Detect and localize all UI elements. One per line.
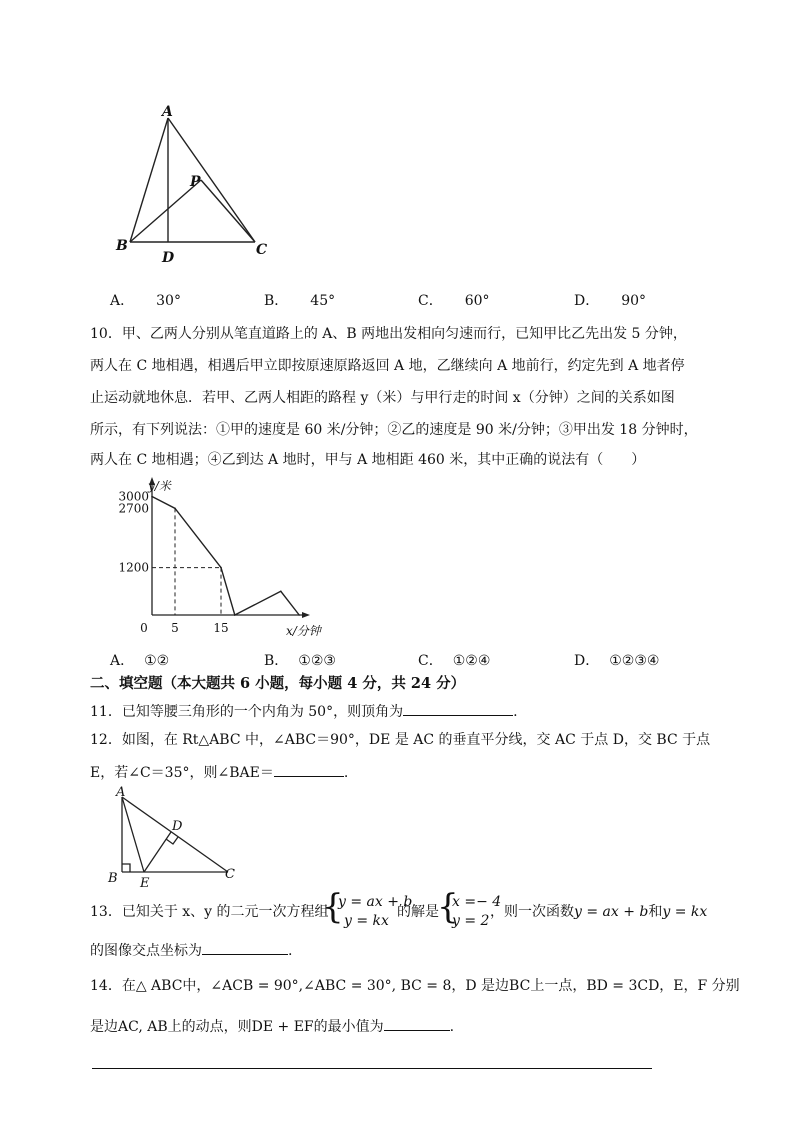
q10-option-a[interactable] — [110, 650, 169, 670]
q13-sys2-b: y = 2 — [452, 913, 490, 929]
y-tick-label: 1200 — [118, 560, 149, 575]
option-letter: D． — [574, 653, 600, 669]
q9-option-a[interactable] — [110, 290, 181, 310]
q9-option-c[interactable] — [418, 290, 490, 310]
q13-brace-2: { — [437, 887, 459, 927]
q13-mid: 的解是 — [397, 904, 439, 920]
q10-line-3: 止运动就地休息．若甲、乙两人相距的路程 y（米）与甲行走的时间 x（分钟）之间的关系如图 — [90, 390, 675, 406]
q10-option-d[interactable] — [574, 650, 659, 670]
q14-line-1: 14．在△ ABC中，∠ACB = 90°,∠ABC = 30°, BC = 8，D 是边BC上一点，BD = 3CD，E，F 分别 — [90, 978, 740, 994]
q9-option-d[interactable] — [574, 290, 646, 310]
data-point — [151, 496, 153, 498]
q9-triangle-figure — [110, 100, 280, 270]
q13-sys2-a: x =− 4 — [452, 894, 502, 910]
y-axis-label: y/米 — [148, 479, 171, 493]
right-angle-mark-d — [166, 837, 178, 844]
segment-ae — [122, 797, 144, 872]
y-tick-label: 2700 — [118, 501, 149, 516]
option-value: 45° — [310, 293, 336, 309]
q12-end: . — [343, 765, 349, 781]
segment-ac — [122, 797, 228, 872]
option-letter: D． — [574, 293, 600, 309]
segment-ab — [130, 118, 168, 242]
option-value: 30° — [156, 293, 181, 309]
section-heading: 二、填空题（本大题共 6 小题，每小题 4 分，共 24 分） — [90, 675, 466, 692]
y-tick-label: 3000 — [118, 489, 149, 504]
bottom-divider — [92, 1068, 652, 1069]
x-tick-label: 5 — [171, 621, 179, 635]
q13-sys1-a: y = ax + b — [338, 894, 413, 910]
option-value: ①② — [144, 653, 170, 669]
q10-chart — [100, 474, 340, 644]
segment-pc — [201, 180, 255, 242]
label-c: C — [256, 242, 268, 258]
x-axis-label: x/分钟 — [286, 624, 321, 638]
label-a: A — [116, 785, 126, 800]
label-p: P — [190, 174, 201, 190]
option-letter: A． — [110, 293, 135, 309]
x-tick-label: 0 — [140, 621, 148, 635]
q13-and: 和 — [648, 904, 663, 920]
option-value: 60° — [464, 293, 490, 309]
option-letter: C． — [418, 653, 443, 669]
data-point — [220, 567, 222, 569]
option-value: 90° — [621, 293, 647, 309]
x-axis-arrow — [302, 612, 310, 618]
option-value: ①②③ — [298, 653, 336, 669]
q12-line-1: 12．如图，在 Rt△ABC 中，∠ABC＝90°，DE 是 AC 的垂直平分线，交 AC 于点 D，交 BC 于点 — [90, 732, 711, 748]
label-b: B — [116, 238, 128, 254]
q13-line-2 — [90, 942, 292, 959]
q12-text: E，若∠C＝35°，则∠BAE＝ — [90, 765, 274, 781]
q13-prefix: 13．已知关于 x、y 的二元一次方程组 — [90, 904, 329, 920]
q14-end: . — [449, 1019, 455, 1035]
q10-line-2: 两人在 C 地相遇，相遇后甲立即按原速原路返回 A 地，乙继续向 A 地前行，约定先到 A 地者停 — [90, 358, 685, 374]
label-e: E — [140, 876, 150, 891]
option-letter: A． — [110, 653, 135, 669]
segment-ac — [168, 118, 255, 242]
q10-option-b[interactable] — [264, 650, 336, 670]
q12-line-2 — [90, 764, 348, 781]
x-tick-label: 15 — [213, 621, 229, 635]
q14-line-2 — [90, 1018, 454, 1035]
label-d: D — [172, 819, 183, 834]
option-letter: B． — [264, 653, 289, 669]
q13-answer-blank[interactable] — [202, 942, 288, 955]
series-line — [152, 497, 299, 616]
q13-end: . — [288, 943, 293, 959]
label-a: A — [162, 104, 173, 120]
option-letter: C． — [418, 293, 443, 309]
q11-answer-blank[interactable] — [403, 703, 513, 716]
q10-option-c[interactable] — [418, 650, 490, 670]
label-c: C — [225, 867, 235, 882]
q12-answer-blank[interactable] — [274, 764, 344, 777]
label-d: D — [162, 250, 175, 266]
q13-tail-a: ，则一次函数 — [490, 904, 574, 920]
q14-text: 是边AC, AB上的动点，则DE + EF的最小值为 — [90, 1019, 384, 1035]
data-point — [174, 508, 176, 510]
data-point — [280, 591, 282, 593]
q11 — [90, 703, 518, 720]
q11-text: 11．已知等腰三角形的一个内角为 50°，则顶角为 — [90, 704, 404, 720]
option-value: ①②④ — [452, 653, 491, 669]
q12-triangle-figure — [100, 784, 250, 892]
q13-tail — [490, 904, 707, 920]
q13-sys1-b: y = kx — [344, 913, 389, 929]
q11-end: . — [513, 704, 518, 720]
label-b: B — [108, 871, 118, 886]
data-point — [234, 614, 236, 616]
q10-line-1: 10．甲、乙两人分别从笔直道路上的 A、B 两地出发相向匀速而行，已知甲比乙先出发 5 分钟， — [90, 326, 687, 342]
data-point — [298, 614, 300, 616]
q13-brace-1: { — [322, 887, 344, 927]
q13-eq2: y = kx — [662, 904, 708, 920]
q10-line-5: 两人在 C 地相遇；④乙到达 A 地时，甲与 A 地相距 460 米，其中正确的说法有（ ） — [90, 452, 646, 468]
segment-ed — [144, 832, 171, 872]
q9-option-b[interactable] — [264, 290, 335, 310]
q10-line-4: 所示，有下列说法：①甲的速度是 60 米/分钟；②乙的速度是 90 米/分钟；③甲出发 18 分钟时， — [90, 422, 698, 438]
right-angle-mark-b — [122, 864, 130, 872]
q14-answer-blank[interactable] — [384, 1018, 450, 1031]
option-value: ①②③④ — [609, 653, 660, 669]
q13-line2-text: 的图像交点坐标为 — [90, 943, 202, 959]
q13-eq1: y = ax + b — [574, 904, 649, 920]
option-letter: B． — [264, 293, 289, 309]
